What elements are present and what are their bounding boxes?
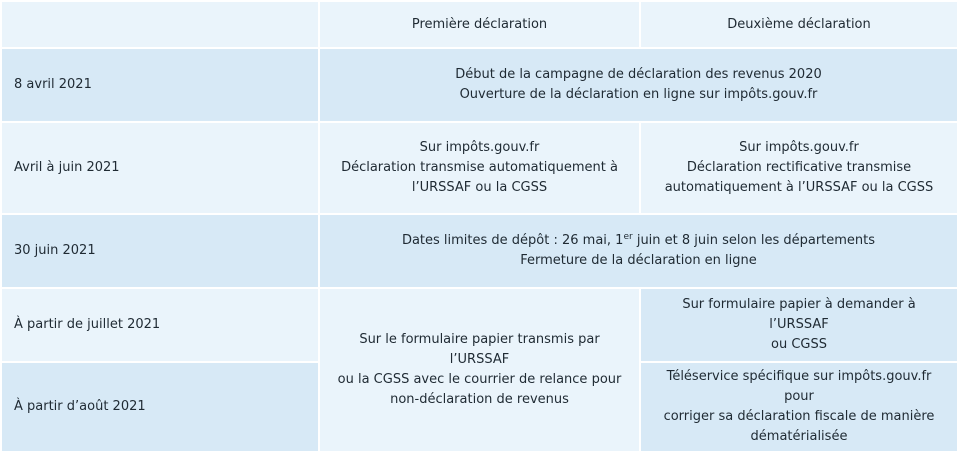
table-row	[1, 288, 957, 362]
table-row	[1, 48, 957, 122]
row-date: 30 juin 2021	[1, 214, 319, 288]
cell-line: Sur le formulaire papier transmis par l’URSSAF	[359, 332, 600, 367]
merged-cell	[319, 214, 957, 288]
deadline-text-a: Dates limites de dépôt : 26 mai, 1	[401, 233, 624, 248]
row-date: 8 avril 2021	[1, 48, 319, 122]
second-declaration-cell	[640, 122, 957, 214]
merged-cell	[319, 48, 957, 122]
cell-line: Sur impôts.gouv.fr	[419, 140, 540, 155]
first-declaration-cell	[319, 122, 640, 214]
cell-line: Déclaration rectificative transmise	[686, 160, 912, 175]
row-date: Avril à juin 2021	[1, 122, 319, 214]
cell-line: ou la CGSS avec le courrier de relance pour	[337, 372, 622, 387]
cell-line: Ouverture de la déclaration en ligne sur impôts.gouv.fr	[459, 87, 818, 102]
cell-line: automatiquement à l’URSSAF ou la CGSS	[664, 180, 934, 195]
table-row	[1, 214, 957, 288]
first-declaration-cell	[319, 288, 640, 452]
header-row	[1, 1, 957, 48]
header-first-declaration: Première déclaration	[319, 1, 640, 48]
header-second-declaration: Deuxième déclaration	[640, 1, 957, 48]
cell-line: Téléservice spécifique sur impôts.gouv.fr pour	[666, 369, 932, 404]
second-declaration-cell	[640, 362, 957, 452]
cell-line: Sur formulaire papier à demander à l’URSSAF	[682, 297, 916, 332]
cell-line: ou CGSS	[771, 337, 827, 352]
ordinal-superscript: er	[623, 232, 633, 242]
row-date: À partir de juillet 2021	[1, 288, 319, 362]
second-declaration-cell	[640, 288, 957, 362]
deadline-text-b: juin et 8 juin selon les départements	[632, 233, 876, 248]
cell-line: Sur impôts.gouv.fr	[739, 140, 859, 155]
cell-line: l’URSSAF ou la CGSS	[411, 180, 548, 195]
table-row	[1, 122, 957, 214]
cell-line: Déclaration transmise automatiquement à	[341, 160, 618, 175]
cell-line: Début de la campagne de déclaration des revenus 2020	[455, 67, 822, 82]
cell-line	[332, 231, 945, 251]
cell-line: non-déclaration de revenus	[390, 392, 569, 407]
row-date: À partir d’août 2021	[1, 362, 319, 452]
header-empty-cell	[1, 1, 319, 48]
cell-line: Fermeture de la déclaration en ligne	[520, 253, 757, 268]
cell-line: corriger sa déclaration fiscale de manière	[663, 409, 935, 424]
cell-line: dématérialisée	[750, 429, 848, 444]
